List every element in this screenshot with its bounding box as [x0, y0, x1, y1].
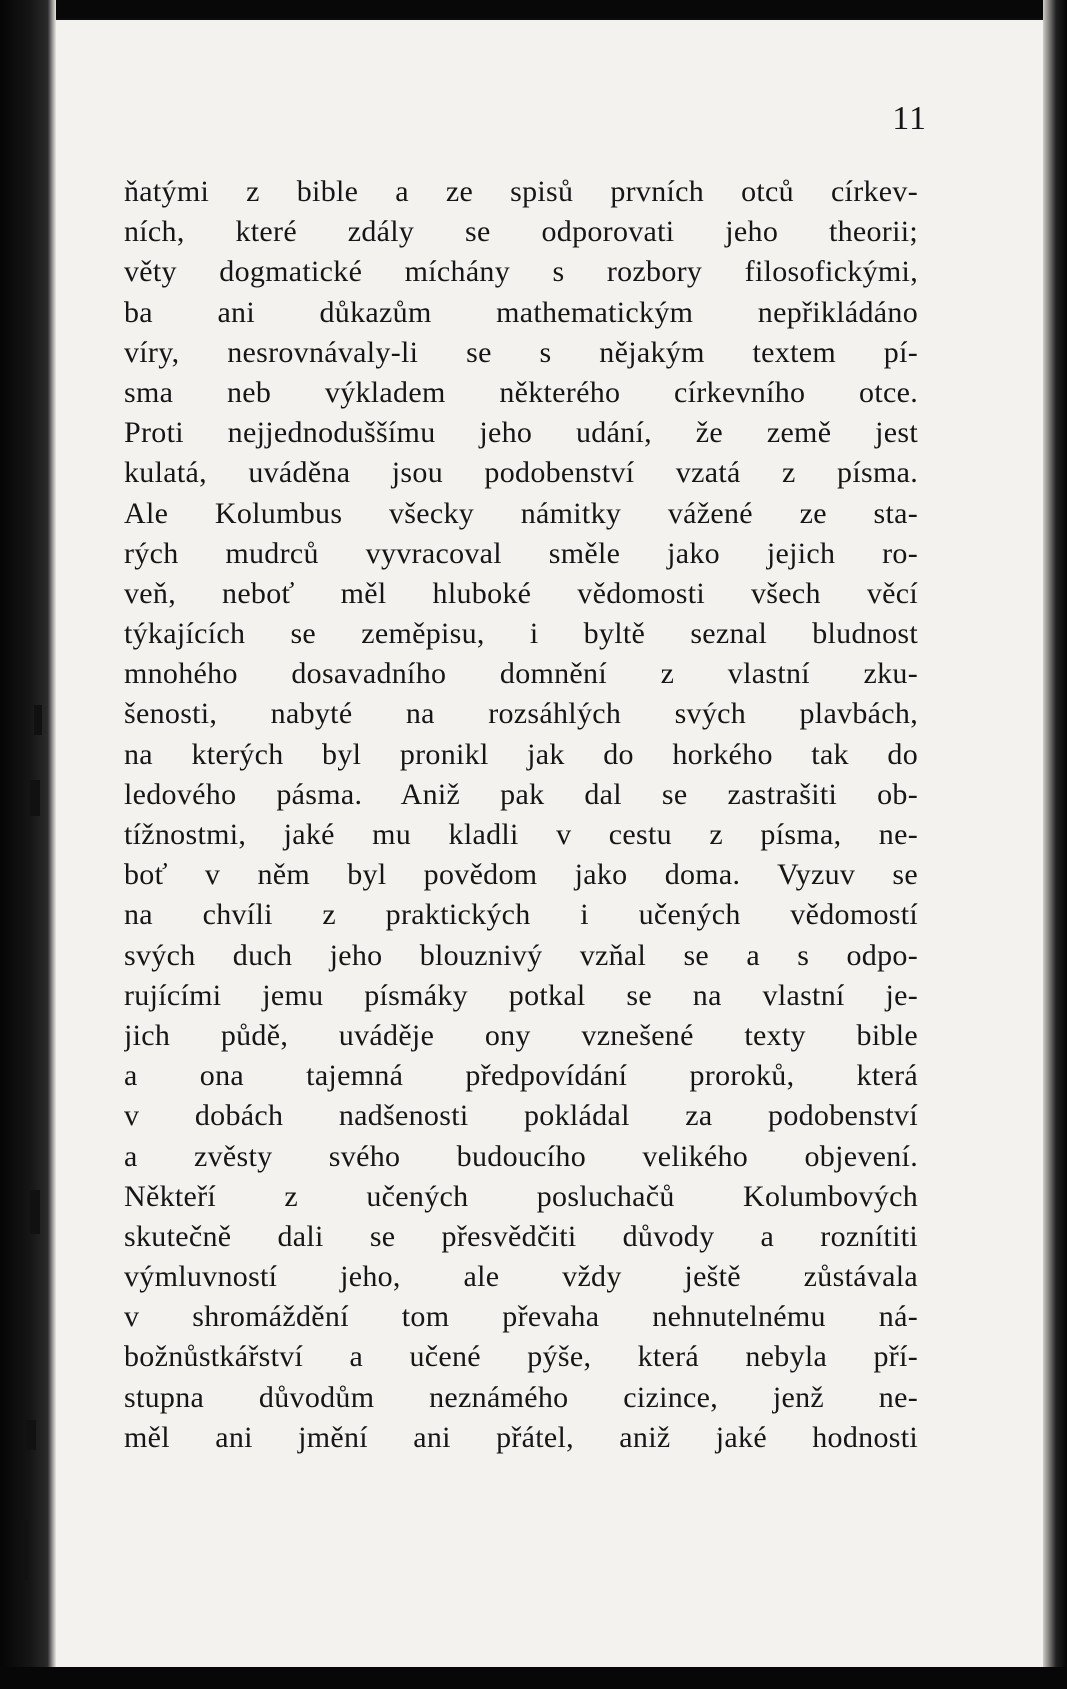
- text-line: Někteří z učených posluchačů Kolumbových: [124, 1179, 918, 1213]
- text-line: měl ani jmění ani přátel, aniž jaké hodnosti: [124, 1420, 918, 1454]
- edge-mark: [34, 705, 42, 735]
- text-line: a zvěsty svého budoucího velikého objevení.: [124, 1139, 918, 1173]
- text-line: ledového pásma. Aniž pak dal se zastrašiti ob-: [124, 777, 918, 811]
- text-line: jich půdě, uváděje ony vznešené texty bible: [124, 1018, 918, 1052]
- text-line: výmluvností jeho, ale vždy ještě zůstávala: [124, 1260, 918, 1294]
- text-line: Ale Kolumbus všecky námitky vážené ze sta-: [124, 496, 918, 530]
- text-line: sma neb výkladem některého církevního otce.: [124, 375, 918, 409]
- scan-top-edge: [0, 0, 1067, 18]
- text-line: víry, nesrovnávaly-li se s nějakým textem pí-: [124, 335, 918, 369]
- text-line: veň, neboť měl hluboké vědomosti všech věcí: [124, 576, 918, 610]
- text-line: stupna důvodům neznámého cizince, jenž ne-: [124, 1380, 918, 1414]
- text-line: šenosti, nabyté na rozsáhlých svých plavbách,: [124, 697, 918, 731]
- text-line: v shromáždění tom převaha nehnutelnému ná-: [124, 1300, 918, 1334]
- page-number: 11: [892, 100, 927, 137]
- text-line: ba ani důkazům mathematickým nepřikládáno: [124, 295, 918, 329]
- text-line: věty dogmatické míchány s rozbory filosofickými,: [124, 255, 918, 289]
- edge-mark: [26, 1420, 36, 1450]
- text-line: rých mudrců vyvracoval směle jako jejich ro-: [124, 536, 918, 570]
- text-line: rujícími jemu písmáky potkal se na vlastní je-: [124, 978, 918, 1012]
- text-line: boť v něm byl povědom jako doma. Vyzuv se: [124, 858, 918, 892]
- text-line: tížnostmi, jaké mu kladli v cestu z písma, ne-: [124, 818, 918, 851]
- scan-bottom-edge: [0, 1667, 1067, 1689]
- text-line: a ona tajemná předpovídání proroků, která: [124, 1059, 918, 1093]
- text-line: na chvíli z praktických i učených vědomostí: [124, 898, 918, 932]
- text-line: mnohého dosavadního domnění z vlastní zku-: [124, 657, 918, 691]
- text-line: skutečně dali se přesvědčiti důvody a roznítiti: [124, 1219, 918, 1253]
- body-text: [124, 172, 918, 1458]
- text-line: ňatými z bible a ze spisů prvních otců církev-: [124, 175, 918, 208]
- text-line: ních, které zdály se odporovati jeho theorii;: [124, 215, 918, 249]
- text-line: na kterých byl pronikl jak do horkého tak do: [124, 737, 918, 771]
- text-line: v dobách nadšenosti pokládal za podobenství: [124, 1099, 918, 1133]
- text-line: Proti nejjednoduššímu jeho udání, že země jest: [124, 416, 918, 450]
- edge-mark: [22, 1520, 28, 1580]
- scan-right-edge: [1043, 0, 1067, 1689]
- edge-mark: [30, 1190, 40, 1234]
- edge-mark: [30, 780, 40, 816]
- text-line: kulatá, uváděna jsou podobenství vzatá z písma.: [124, 456, 918, 490]
- text-line: svých duch jeho blouznivý vzňal se a s odpo-: [124, 938, 918, 972]
- text-line: božnůstkářství a učené pýše, která nebyla pří-: [124, 1340, 918, 1374]
- text-line: týkajících se zeměpisu, i byltě seznal bludnost: [124, 617, 918, 651]
